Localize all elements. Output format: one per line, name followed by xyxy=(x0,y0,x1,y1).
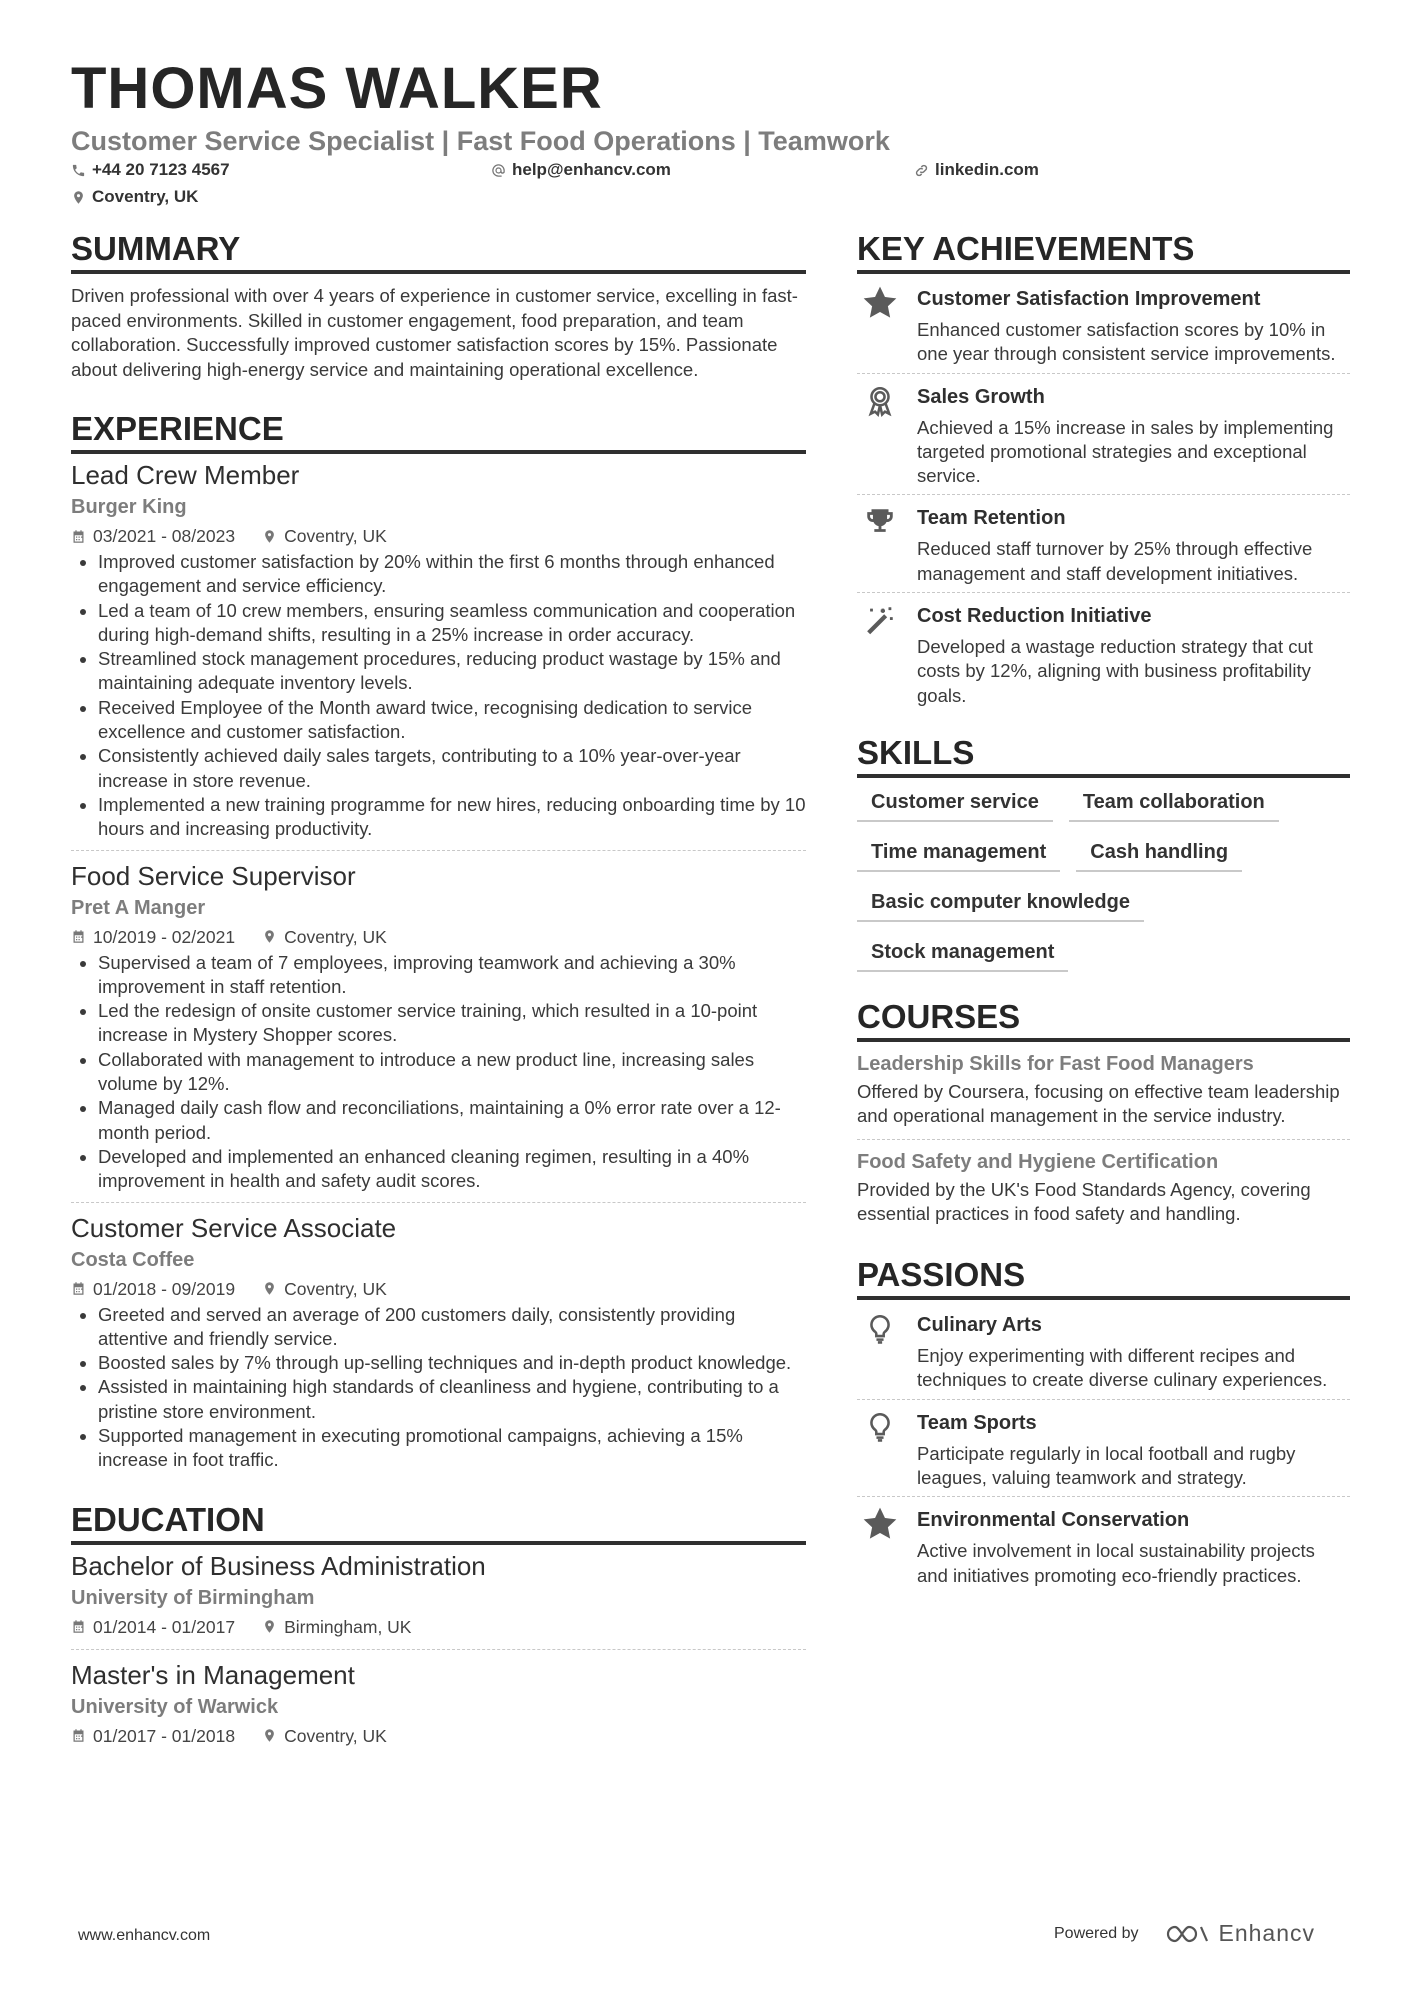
school-name: University of Birmingham xyxy=(71,1586,315,1609)
link-icon xyxy=(914,163,929,178)
summary-text: Driven professional with over 4 years of experience in customer service, excelling in fast-paced environments. Skilled in customer engagement, food preparation, and team collaboration. Successfully improved customer satisfaction scores by 15%. Passionate about delivering high-energy service and maintaining operational excellence. xyxy=(71,285,798,380)
linkedin-text: linkedin.com xyxy=(935,160,1039,179)
course-title: Food Safety and Hygiene Certification xyxy=(857,1150,1219,1173)
trophy-icon xyxy=(863,505,897,539)
lightbulb-icon xyxy=(863,1312,897,1346)
achievements-section xyxy=(857,228,1350,714)
left-column xyxy=(71,228,806,1758)
education-entry xyxy=(71,1649,806,1758)
skills-section xyxy=(857,732,1350,972)
courses-heading: COURSES xyxy=(857,996,1350,1042)
education-meta xyxy=(71,1722,806,1750)
passion-title: Culinary Arts xyxy=(917,1314,1042,1337)
passion-item xyxy=(857,1399,1350,1497)
education-entry xyxy=(71,1549,806,1649)
contact-location xyxy=(71,187,198,207)
school-name: University of Warwick xyxy=(71,1695,279,1718)
passion-desc: Enjoy experimenting with different recipes and techniques to create diverse culinary experiences. xyxy=(917,1345,1328,1391)
skill-tag: Stock management xyxy=(857,936,1068,972)
passion-desc: Active involvement in local sustainability projects and initiatives promoting eco-friendly practices. xyxy=(917,1540,1315,1586)
job-title: Customer Service Associate xyxy=(71,1212,397,1243)
job-meta xyxy=(71,522,806,550)
candidate-name: THOMAS WALKER xyxy=(71,56,603,121)
passion-item xyxy=(857,1302,1350,1399)
brand-name: Enhancv xyxy=(1218,1920,1316,1946)
bullet-item: • Managed daily cash flow and reconciliations, maintaining a 0% error rate over a 12-month period. xyxy=(98,1096,806,1145)
location-pin-icon xyxy=(71,190,86,205)
job-dates: 01/2018 - 09/2019 xyxy=(93,1278,236,1299)
bullet-item: • Boosted sales by 7% through up-selling techniques and in-depth product knowledge. xyxy=(98,1351,806,1375)
infinity-logo-icon xyxy=(1163,1922,1209,1946)
education-dates: 01/2014 - 01/2017 xyxy=(93,1616,236,1637)
achievement-title: Cost Reduction Initiative xyxy=(917,605,1152,628)
achievement-title: Customer Satisfaction Improvement xyxy=(917,288,1261,310)
achievement-title: Sales Growth xyxy=(917,385,1045,408)
job-location: Coventry, UK xyxy=(284,926,387,947)
bullet-item: • Improved customer satisfaction by 20% within the first 6 months through enhanced engagement and service efficiency. xyxy=(98,550,806,599)
star-icon xyxy=(863,286,897,320)
job-title: Food Service Supervisor xyxy=(71,860,356,891)
skill-tag: Cash handling xyxy=(1076,836,1242,872)
company-name: Costa Coffee xyxy=(71,1248,195,1271)
course-item xyxy=(857,1139,1350,1237)
location-pin-icon xyxy=(262,1281,277,1296)
summary-heading: SUMMARY xyxy=(71,228,806,274)
achievement-item xyxy=(857,276,1350,373)
job-bullets xyxy=(71,550,806,842)
experience-entry xyxy=(71,458,806,850)
job-title: Lead Crew Member xyxy=(71,460,300,490)
courses-section xyxy=(857,996,1350,1236)
passion-desc: Participate regularly in local football and rugby leagues, valuing teamwork and strategy. xyxy=(917,1442,1296,1489)
experience-heading: EXPERIENCE xyxy=(71,408,806,454)
course-desc: Offered by Coursera, focusing on effective team leadership and operational management in the service industry. xyxy=(857,1080,1340,1127)
award-ribbon-icon xyxy=(863,384,897,418)
calendar-icon xyxy=(71,1281,86,1296)
education-meta xyxy=(71,1613,806,1641)
phone-text: +44 20 7123 4567 xyxy=(92,160,230,179)
course-title: Leadership Skills for Fast Food Managers xyxy=(857,1052,1254,1075)
lightbulb-icon xyxy=(863,1410,897,1444)
job-meta xyxy=(71,923,806,951)
bullet-item: • Received Employee of the Month award twice, recognising dedication to service excellence and customer satisfaction. xyxy=(98,696,806,745)
headline: Customer Service Specialist | Fast Food Operations | Teamwork xyxy=(71,126,890,156)
passion-title: Environmental Conservation xyxy=(917,1509,1190,1532)
bullet-item: • Streamlined stock management procedures, reducing product wastage by 15% and maintaining adequate inventory levels. xyxy=(98,647,806,696)
calendar-icon xyxy=(71,1728,86,1743)
bullet-item: • Led the redesign of onsite customer service training, which resulted in a 10-point increase in Mystery Shopper scores. xyxy=(98,999,806,1048)
email-text: help@enhancv.com xyxy=(512,160,671,179)
achievements-heading: KEY ACHIEVEMENTS xyxy=(857,228,1350,274)
education-location: Coventry, UK xyxy=(284,1725,387,1746)
bullet-item: • Led a team of 10 crew members, ensuring seamless communication and cooperation during high-demand shifts, resulting in a 25% increase in order accuracy. xyxy=(98,599,806,648)
bullet-item: • Supervised a team of 7 employees, improving teamwork and achieving a 30% improvement in staff retention. xyxy=(98,951,806,1000)
resume-header xyxy=(71,56,1351,216)
degree-title: Bachelor of Business Administration xyxy=(71,1550,486,1581)
achievement-desc: Reduced staff turnover by 25% through effective management and staff development initiatives. xyxy=(917,538,1313,584)
footer-website[interactable]: www.enhancv.com xyxy=(78,1927,211,1944)
experience-entry xyxy=(71,1202,806,1481)
skill-tag: Team collaboration xyxy=(1069,786,1279,822)
course-item xyxy=(857,1048,1350,1139)
achievement-desc: Achieved a 15% increase in sales by implementing targeted promotional strategies and exceptional service. xyxy=(917,416,1334,487)
summary-section xyxy=(71,228,806,382)
phone-icon xyxy=(71,163,86,178)
job-bullets xyxy=(71,951,806,1194)
skills-list xyxy=(857,782,1350,972)
education-location: Birmingham, UK xyxy=(284,1616,412,1637)
passions-section xyxy=(857,1254,1350,1594)
skill-tag: Time management xyxy=(857,836,1060,872)
passion-item xyxy=(857,1496,1350,1594)
bullet-item: • Implemented a new training programme for new hires, reducing onboarding time by 10 hours and increasing productivity. xyxy=(98,793,806,842)
calendar-icon xyxy=(71,1619,86,1634)
location-pin-icon xyxy=(262,929,277,944)
job-meta xyxy=(71,1275,806,1303)
job-bullets xyxy=(71,1303,806,1473)
contact-info xyxy=(71,160,1351,216)
experience-entry xyxy=(71,850,806,1202)
job-dates: 10/2019 - 02/2021 xyxy=(93,926,236,947)
company-name: Pret A Manger xyxy=(71,896,206,919)
job-dates: 03/2021 - 08/2023 xyxy=(93,526,236,546)
job-location: Coventry, UK xyxy=(284,1278,387,1299)
degree-title: Master's in Management xyxy=(71,1659,355,1690)
location-pin-icon xyxy=(262,1728,277,1743)
contact-linkedin[interactable] xyxy=(914,160,1039,180)
skill-tag: Customer service xyxy=(857,786,1053,822)
passion-title: Team Sports xyxy=(917,1411,1037,1434)
achievement-item xyxy=(857,494,1350,592)
calendar-icon xyxy=(71,929,86,944)
location-text: Coventry, UK xyxy=(92,187,199,206)
bullet-item: • Collaborated with management to introduce a new product line, increasing sales volume by 12%. xyxy=(98,1048,806,1097)
star-icon xyxy=(863,1507,897,1541)
bullet-item: • Assisted in maintaining high standards of cleanliness and hygiene, contributing to a pristine store environment. xyxy=(98,1375,806,1424)
location-pin-icon xyxy=(262,1619,277,1634)
right-column xyxy=(857,228,1350,1594)
bullet-item: • Consistently achieved daily sales targets, contributing to a 10% year-over-year increase in store revenue. xyxy=(98,744,806,793)
contact-email[interactable] xyxy=(491,160,671,180)
at-sign-icon xyxy=(491,163,506,178)
location-pin-icon xyxy=(262,529,277,544)
skills-heading: SKILLS xyxy=(857,732,1350,778)
company-name: Burger King xyxy=(71,496,187,518)
skill-tag: Basic computer knowledge xyxy=(857,886,1144,922)
calendar-icon xyxy=(71,529,86,544)
enhancv-logo[interactable] xyxy=(1163,1920,1316,1947)
job-location: Coventry, UK xyxy=(284,526,387,546)
bullet-item: • Supported management in executing promotional campaigns, achieving a 15% increase in foot traffic. xyxy=(98,1424,806,1473)
education-section xyxy=(71,1499,806,1758)
achievement-title: Team Retention xyxy=(917,507,1066,530)
footer-powered-by xyxy=(1054,1920,1315,1947)
powered-by-text: Powered by xyxy=(1054,1924,1139,1942)
course-desc: Provided by the UK's Food Standards Agency, covering essential practices in food safety and handling. xyxy=(857,1178,1311,1224)
experience-section xyxy=(71,408,806,1481)
education-heading: EDUCATION xyxy=(71,1499,806,1545)
achievement-desc: Enhanced customer satisfaction scores by 10% in one year through consistent service improvements. xyxy=(917,319,1336,365)
magic-wand-icon xyxy=(863,603,897,637)
contact-phone[interactable] xyxy=(71,160,230,180)
achievement-item xyxy=(857,592,1350,714)
passions-heading: PASSIONS xyxy=(857,1254,1350,1300)
achievement-item xyxy=(857,373,1350,495)
education-dates: 01/2017 - 01/2018 xyxy=(93,1725,236,1746)
achievement-desc: Developed a wastage reduction strategy that cut costs by 12%, aligning with business profitability goals. xyxy=(917,636,1313,706)
bullet-item: • Developed and implemented an enhanced cleaning regimen, resulting in a 40% improvement in health and safety audit scores. xyxy=(98,1145,806,1194)
bullet-item: • Greeted and served an average of 200 customers daily, consistently providing attentive and friendly service. xyxy=(98,1303,806,1352)
